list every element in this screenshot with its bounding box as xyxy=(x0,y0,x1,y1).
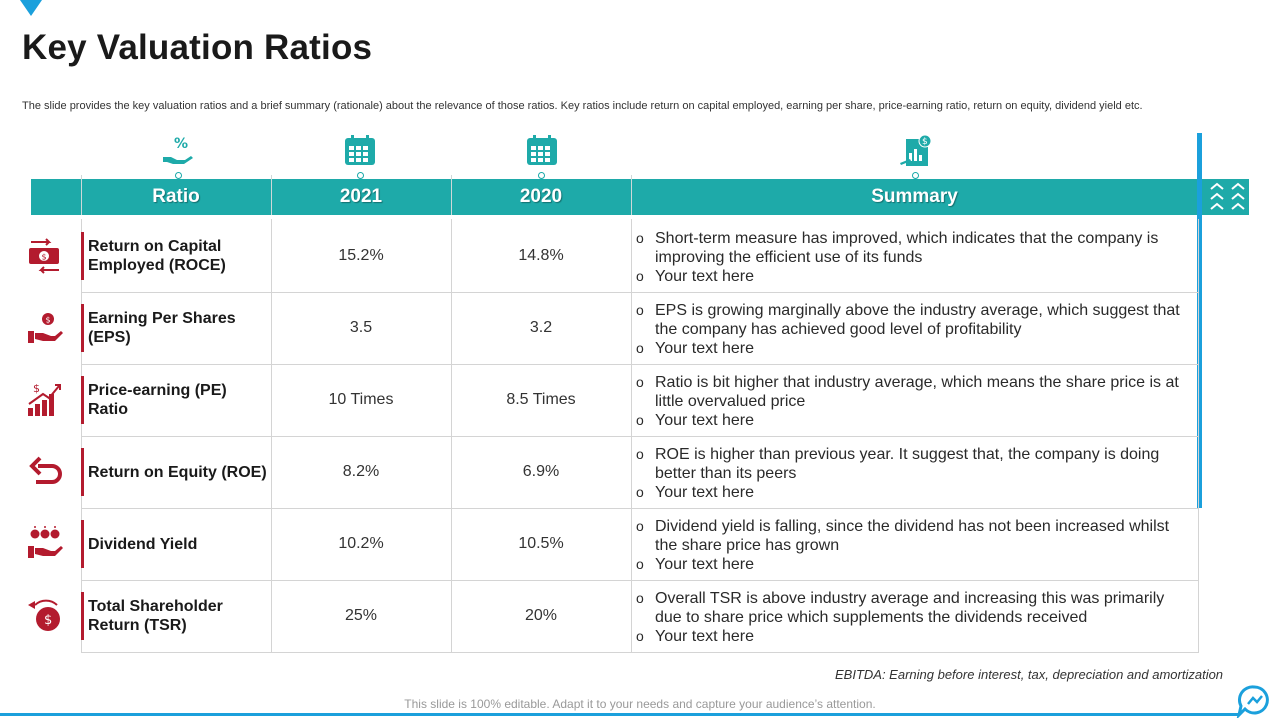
summary-cell xyxy=(634,301,1184,358)
money-exchange-icon xyxy=(25,236,65,276)
value-2020: 14.8% xyxy=(518,247,564,264)
editable-note: This slide is 100% editable. Adapt it to your needs and capture your audience’s attention. xyxy=(404,697,876,711)
summary-bullet: o Your text here xyxy=(634,483,1184,502)
summary-cell xyxy=(634,517,1184,574)
header-2021: 2021 xyxy=(339,186,383,207)
summary-bullet: o Your text here xyxy=(634,555,1184,574)
connector-dot xyxy=(175,172,182,179)
footnote: EBITDA: Earning before interest, tax, depreciation and amortization xyxy=(835,667,1224,682)
hand-coin-icon xyxy=(25,309,65,349)
summary-bullet: o Your text here xyxy=(634,411,1184,430)
ratio-name: Return on Equity (ROE) xyxy=(88,463,267,481)
ratio-name: Price-earning (PE) Ratio xyxy=(88,382,227,418)
summary-bullet: o ROE is higher than previous year. It suggest that, the company is doing better than its peers xyxy=(634,445,1184,483)
ratio-name: Earning Per Shares (EPS) xyxy=(88,310,236,346)
value-2021: 10.2% xyxy=(338,535,384,552)
growth-chart-icon xyxy=(25,380,65,420)
row-marker xyxy=(81,232,84,280)
value-2021: 10 Times xyxy=(328,391,394,408)
connector-dot xyxy=(357,172,364,179)
value-2020: 6.9% xyxy=(522,463,560,480)
value-2020: 20% xyxy=(524,607,558,624)
row-marker xyxy=(81,304,84,352)
svg-text:$: $ xyxy=(45,315,51,325)
connector-dot xyxy=(538,172,545,179)
row-marker xyxy=(81,448,84,496)
table-row xyxy=(81,364,1199,437)
value-2021: 25% xyxy=(344,607,378,624)
summary-cell xyxy=(634,445,1184,502)
row-marker xyxy=(81,592,84,640)
connector-dot xyxy=(912,172,919,179)
return-arrow-icon xyxy=(25,452,65,492)
ratio-name: Return on Capital Employed (ROCE) xyxy=(88,238,226,274)
summary-bullet: o Ratio is bit higher that industry average, which means the share price is at little overvalued price xyxy=(634,373,1184,411)
svg-text:%: % xyxy=(174,136,189,152)
coin-return-icon xyxy=(25,597,65,637)
corner-triangle xyxy=(20,0,42,16)
value-2021: 3.5 xyxy=(349,319,373,336)
svg-text:$: $ xyxy=(41,252,47,262)
table-row xyxy=(81,292,1199,365)
page-title: Key Valuation Ratios xyxy=(22,28,373,67)
table-row xyxy=(81,220,1199,293)
value-2020: 8.5 Times xyxy=(506,391,576,408)
header-ratio: Ratio xyxy=(152,186,200,207)
calendar-icon xyxy=(342,133,378,171)
chevron-up-icon xyxy=(1208,181,1248,213)
summary-bullet: o Short-term measure has improved, which indicates that the company is improving the efficient use of its funds xyxy=(634,229,1184,267)
calendar-icon xyxy=(524,133,560,171)
summary-cell xyxy=(634,373,1184,430)
value-2021: 8.2% xyxy=(342,463,380,480)
summary-bullet: o Your text here xyxy=(634,339,1184,358)
summary-cell xyxy=(634,589,1184,646)
report-dollar-icon xyxy=(898,133,934,171)
value-2020: 10.5% xyxy=(518,535,564,552)
table-row xyxy=(81,508,1199,581)
row-marker xyxy=(81,376,84,424)
summary-bullet: o Your text here xyxy=(634,267,1184,286)
percent-hand-icon xyxy=(160,133,196,171)
hand-coins-icon xyxy=(25,524,65,564)
header-2020: 2020 xyxy=(519,186,563,207)
table-row xyxy=(81,580,1199,653)
summary-bullet: o Your text here xyxy=(634,627,1184,646)
header-summary: Summary xyxy=(871,186,958,207)
bottom-line xyxy=(0,713,1240,716)
value-2020: 3.2 xyxy=(529,319,553,336)
value-2021: 15.2% xyxy=(338,247,384,264)
ratio-name: Dividend Yield xyxy=(88,535,198,553)
summary-bullet: o EPS is growing marginally above the industry average, which suggest that the company has achieved good level of profitability xyxy=(634,301,1184,339)
summary-bullet: o Overall TSR is above industry average and increasing this was primarily due to share price which supplements the dividends received xyxy=(634,589,1184,627)
page-subtitle: The slide provides the key valuation ratios and a brief summary (rationale) about the relevance of those ratios. Key ratios include return on capital employed, earning per share, price-earning ratio, return on equity, dividend yield etc. xyxy=(22,100,1143,112)
svg-text:$: $ xyxy=(33,382,40,395)
summary-cell xyxy=(634,229,1184,286)
chat-logo-icon xyxy=(1236,684,1272,718)
table-row xyxy=(81,436,1199,509)
ratio-name: Total Shareholder Return (TSR) xyxy=(88,598,223,634)
summary-bullet: o Dividend yield is falling, since the dividend has not been increased whilst the share price has grown xyxy=(634,517,1184,555)
svg-text:$: $ xyxy=(922,137,928,147)
row-marker xyxy=(81,520,84,568)
svg-text:$: $ xyxy=(44,613,53,628)
